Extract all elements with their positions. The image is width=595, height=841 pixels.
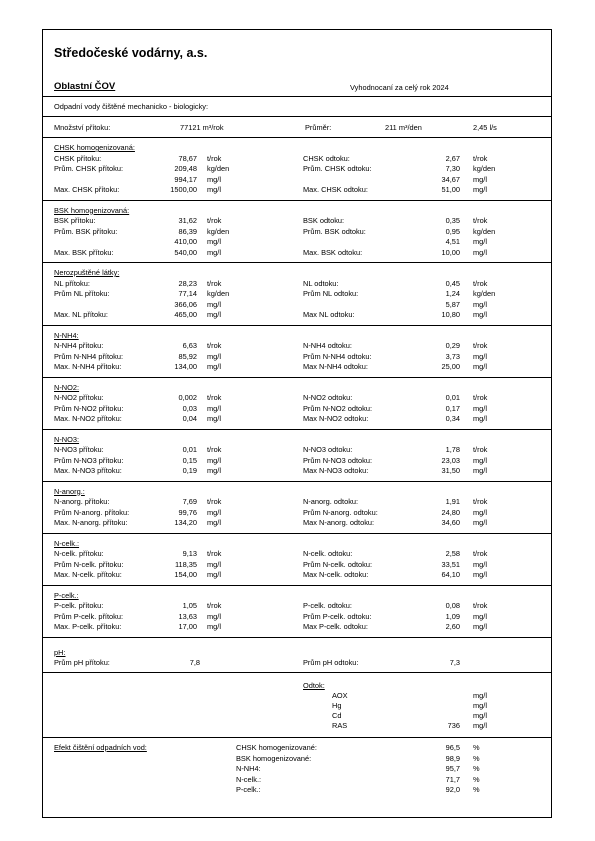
inflow-unit: mg/l — [207, 247, 221, 257]
efficiency-title: Efekt čištění odpadních vod: — [54, 743, 147, 752]
outflow-label: Prům NL odtoku: — [303, 289, 359, 298]
divider — [42, 137, 552, 138]
outflow-unit: mg/l — [473, 351, 487, 361]
outflow-value: 34,60 — [441, 518, 460, 527]
inflow-label: Max. N-celk. přítoku: — [54, 570, 122, 579]
outflow-label: BSK odtoku: — [303, 216, 345, 225]
outflow-label: Prům. BSK odtoku: — [303, 226, 366, 236]
outflow-value: 34,67 — [441, 174, 460, 184]
discharge-label: Cd — [332, 711, 342, 720]
efficiency-value: 95,7 — [445, 764, 460, 773]
inflow-value: 85,92 — [178, 351, 197, 361]
efficiency-value: 98,9 — [445, 753, 460, 763]
outflow-label: N-anorg. odtoku: — [303, 497, 359, 506]
efficiency-unit: % — [473, 743, 480, 752]
outflow-value: 0,95 — [445, 226, 460, 236]
outflow-unit: mg/l — [473, 174, 487, 184]
efficiency-unit: % — [473, 764, 480, 773]
divider — [42, 737, 552, 738]
discharge-value: 736 — [447, 721, 460, 730]
divider — [42, 200, 552, 201]
section-title: N-NO2: — [54, 382, 80, 392]
inflow-label: N-anorg. přítoku: — [54, 497, 110, 506]
outflow-unit: kg/den — [473, 289, 496, 298]
efficiency-label: CHSK homogenizované: — [236, 743, 317, 752]
inflow-unit: kg/den — [207, 226, 230, 236]
inflow-label: Prům N-NH4 přítoku: — [54, 351, 123, 361]
outflow-value: 25,00 — [441, 362, 460, 371]
inflow-value: 0,04 — [182, 414, 197, 423]
inflow-unit: kg/den — [207, 289, 230, 298]
outflow-unit: mg/l — [473, 455, 487, 465]
outflow-value: 1,09 — [445, 611, 460, 621]
inflow-value: 0,19 — [182, 466, 197, 475]
divider — [42, 672, 552, 673]
divider — [42, 262, 552, 263]
divider — [42, 585, 552, 586]
section-title: N-celk.: — [54, 538, 80, 548]
outflow-value: 2,58 — [445, 549, 460, 558]
inflow-label: N-NO3 přítoku: — [54, 445, 104, 454]
divider — [42, 533, 552, 534]
inflow-value: 154,00 — [174, 570, 197, 579]
inflow-value: 7,69 — [182, 497, 197, 506]
inflow-unit: mg/l — [207, 403, 221, 413]
divider — [42, 377, 552, 378]
outflow-value: 0,34 — [445, 414, 460, 423]
avg-value: 211 m³/den — [385, 123, 422, 132]
inflow-unit: t/rok — [207, 153, 222, 163]
inflow-value: 1,05 — [182, 601, 197, 610]
outflow-label: Prům N-NH4 odtoku: — [303, 351, 372, 361]
section-title: P-celk.: — [54, 590, 79, 600]
outflow-value: 5,87 — [445, 299, 460, 309]
inflow-value: 134,00 — [174, 362, 197, 371]
inflow-value: 994,17 — [174, 174, 197, 184]
inflow-unit: mg/l — [207, 237, 221, 246]
inflow-label: N-NO2 přítoku: — [54, 393, 104, 402]
inflow-label: Prům N-anorg. přítoku: — [54, 507, 130, 517]
outflow-label: CHSK odtoku: — [303, 153, 350, 163]
outflow-label: N-NO2 odtoku: — [303, 393, 353, 402]
inflow-unit: mg/l — [207, 351, 221, 361]
inflow-value: 78,67 — [178, 153, 197, 163]
divider — [42, 637, 552, 638]
outflow-value: 2,60 — [445, 622, 460, 631]
inflow-value: 209,48 — [174, 164, 197, 173]
outflow-label: Max N-NO3 odtoku: — [303, 466, 369, 475]
section-title: N-NO3: — [54, 434, 80, 444]
inflow-value: 17,00 — [178, 622, 197, 631]
outflow-label: N-NO3 odtoku: — [303, 445, 353, 454]
inflow-value: 1500,00 — [170, 185, 197, 194]
discharge-label: RAS — [332, 721, 348, 730]
efficiency-label: N-celk.: — [236, 774, 262, 784]
efficiency-value: 96,5 — [445, 743, 460, 752]
outflow-unit: mg/l — [473, 559, 487, 569]
inflow-unit: mg/l — [207, 299, 221, 309]
inflow-unit: mg/l — [207, 414, 221, 423]
outflow-value: 0,29 — [445, 341, 460, 350]
inflow-value: 86,39 — [178, 226, 197, 236]
inflow-label: Prům. BSK přítoku: — [54, 226, 118, 236]
outflow-value: 0,08 — [445, 601, 460, 610]
outflow-unit: mg/l — [473, 185, 487, 194]
outflow-value: 31,50 — [441, 466, 460, 475]
outflow-label: Max N-NO2 odtoku: — [303, 414, 369, 423]
efficiency-unit: % — [473, 753, 480, 763]
efficiency-unit: % — [473, 785, 480, 794]
inflow-label: Max. NL přítoku: — [54, 310, 108, 319]
inflow-label: CHSK přítoku: — [54, 153, 102, 163]
outflow-unit: t/rok — [473, 216, 488, 225]
outflow-unit: kg/den — [473, 164, 496, 173]
outflow-unit: t/rok — [473, 497, 488, 506]
section-title: CHSK homogenizovaná: — [54, 143, 135, 152]
outflow-label: Max N-anorg. odtoku: — [303, 518, 375, 527]
outflow-value: 2,67 — [445, 153, 460, 163]
outflow-value: 10,80 — [441, 310, 460, 319]
outflow-unit: t/rok — [473, 445, 488, 454]
efficiency-value: 92,0 — [445, 785, 460, 794]
ph-in-value: 7,8 — [189, 658, 200, 667]
inflow-value: 31,62 — [178, 216, 197, 225]
inflow-value: 77,14 — [178, 289, 197, 298]
inflow-value: 134,20 — [174, 518, 197, 527]
inflow-unit: t/rok — [207, 497, 222, 506]
outflow-label: N-celk. odtoku: — [303, 549, 353, 558]
divider — [42, 96, 552, 97]
outflow-unit: t/rok — [473, 341, 488, 350]
inflow-label: N-celk. přítoku: — [54, 549, 104, 558]
outflow-value: 4,51 — [445, 237, 460, 246]
ph-title: pH: — [54, 648, 66, 657]
outflow-unit: mg/l — [473, 570, 487, 579]
inflow-unit: mg/l — [207, 559, 221, 569]
inflow-unit: t/rok — [207, 278, 222, 288]
efficiency-label: N-NH4: — [236, 764, 261, 773]
outflow-unit: mg/l — [473, 414, 487, 423]
efficiency-unit: % — [473, 774, 480, 784]
outflow-value: 7,30 — [445, 164, 460, 173]
outflow-label: Max. CHSK odtoku: — [303, 185, 368, 194]
inflow-value: 99,76 — [178, 507, 197, 517]
inflow-unit: mg/l — [207, 310, 221, 319]
inflow-value: 28,23 — [178, 278, 197, 288]
inflow-unit: t/rok — [207, 601, 222, 610]
avg-unit: m³/den — [398, 123, 422, 132]
evaluation-period: Vyhodnocaní za celý rok 2024 — [350, 83, 449, 92]
inflow-value: 0,15 — [182, 455, 197, 465]
inflow-unit: t/rok — [207, 341, 222, 350]
efficiency-label: P-celk.: — [236, 785, 261, 794]
outflow-unit: mg/l — [473, 403, 487, 413]
inflow-unit: mg/l — [207, 185, 221, 194]
inflow-value: 6,63 — [182, 341, 197, 350]
inflow-value: 13,63 — [178, 611, 197, 621]
outflow-unit: mg/l — [473, 247, 487, 257]
inflow-unit: mg/l — [207, 611, 221, 621]
section-title: N-NH4: — [54, 330, 79, 340]
avg-label: Průměr: — [305, 123, 332, 132]
company-name: Středočeské vodárny, a.s. — [54, 46, 208, 60]
outflow-label: NL odtoku: — [303, 278, 339, 288]
outflow-value: 3,73 — [445, 351, 460, 361]
section-title: N-anorg.: — [54, 486, 85, 496]
inflow-unit: mg/l — [207, 466, 221, 475]
outflow-label: Max P-celk. odtoku: — [303, 622, 368, 631]
outflow-value: 0,01 — [445, 393, 460, 402]
inflow-value: 0,01 — [182, 445, 197, 454]
divider — [42, 429, 552, 430]
outflow-unit: t/rok — [473, 393, 488, 402]
inflow-unit: mg/l — [207, 174, 221, 184]
section-title: Nerozpuštěné látky: — [54, 268, 120, 277]
discharge-unit: mg/l — [473, 691, 487, 700]
inflow-value: 9,13 — [182, 549, 197, 558]
inflow-unit: t/rok — [207, 216, 222, 225]
inflow-unit: mg/l — [207, 507, 221, 517]
inflow-label: Prům. CHSK přítoku: — [54, 164, 123, 173]
outflow-value: 0,17 — [445, 403, 460, 413]
efficiency-label: BSK homogenizované: — [236, 753, 312, 763]
divider — [42, 481, 552, 482]
inflow-unit: t/rok — [207, 549, 222, 558]
inflow-unit: mg/l — [207, 622, 221, 631]
inflow-unit: t/rok — [207, 393, 222, 402]
flow-unit: m³/rok — [202, 123, 224, 132]
inflow-value: 366,06 — [174, 299, 197, 309]
outflow-value: 1,78 — [445, 445, 460, 454]
outflow-unit: mg/l — [473, 362, 487, 371]
avg-ls: 2,45 l/s — [473, 123, 497, 132]
outflow-label: Prům. CHSK odtoku: — [303, 164, 372, 173]
inflow-value: 465,00 — [174, 310, 197, 319]
outflow-label: Max N-NH4 odtoku: — [303, 362, 368, 371]
outflow-label: Max. BSK odtoku: — [303, 247, 363, 257]
outflow-label: Prům N-anorg. odtoku: — [303, 507, 378, 517]
section-title: BSK homogenizovaná: — [54, 205, 130, 215]
outflow-unit: mg/l — [473, 310, 487, 319]
outflow-label: Max N-celk. odtoku: — [303, 570, 369, 579]
inflow-label: Prům N-NO2 přítoku: — [54, 403, 124, 413]
outflow-unit: t/rok — [473, 549, 488, 558]
outflow-value: 1,91 — [445, 497, 460, 506]
outflow-value: 51,00 — [441, 185, 460, 194]
discharge-title: Odtok: — [303, 681, 325, 690]
outflow-label: Prům N-NO2 odtoku: — [303, 403, 373, 413]
outflow-value: 33,51 — [441, 559, 460, 569]
inflow-label: Max. N-anorg. přítoku: — [54, 518, 128, 527]
outflow-value: 10,00 — [441, 247, 460, 257]
inflow-label: BSK přítoku: — [54, 216, 96, 225]
efficiency-value: 71,7 — [445, 774, 460, 784]
outflow-unit: t/rok — [473, 601, 488, 610]
inflow-unit: mg/l — [207, 362, 221, 371]
inflow-value: 118,35 — [174, 559, 197, 569]
outflow-unit: t/rok — [473, 278, 488, 288]
ph-in-label: Prům pH přítoku: — [54, 658, 110, 667]
inflow-label: Prům NL přítoku: — [54, 289, 110, 298]
discharge-unit: mg/l — [473, 711, 487, 720]
inflow-label: Max. BSK přítoku: — [54, 247, 114, 257]
inflow-value: 540,00 — [174, 247, 197, 257]
inflow-unit: mg/l — [207, 518, 221, 527]
department-name: Oblastní ČOV — [54, 81, 116, 92]
avg-ls-unit: l/s — [489, 123, 497, 132]
inflow-value: 0,03 — [182, 403, 197, 413]
inflow-label: Prům N-NO3 přítoku: — [54, 455, 124, 465]
inflow-label: Max. P-celk. přítoku: — [54, 622, 122, 631]
inflow-label: N-NH4 přítoku: — [54, 341, 104, 350]
inflow-value: 410,00 — [174, 237, 197, 246]
outflow-unit: mg/l — [473, 237, 487, 246]
inflow-label: Max. N-NO3 přítoku: — [54, 466, 122, 475]
outflow-value: 64,10 — [441, 570, 460, 579]
outflow-unit: t/rok — [473, 153, 488, 163]
outflow-value: 0,35 — [445, 216, 460, 225]
ph-out-label: Prům pH odtoku: — [303, 658, 359, 667]
outflow-unit: kg/den — [473, 226, 496, 236]
outflow-unit: mg/l — [473, 466, 487, 475]
outflow-label: N-NH4 odtoku: — [303, 341, 352, 350]
inflow-label: Prům P-celk. přítoku: — [54, 611, 123, 621]
inflow-value: 0,002 — [178, 393, 197, 402]
inflow-label: Max. CHSK přítoku: — [54, 185, 120, 194]
report-subtitle: Odpadní vody čištěné mechanicko - biologicky: — [54, 102, 209, 111]
outflow-label: Prům P-celk. odtoku: — [303, 611, 372, 621]
outflow-value: 23,03 — [441, 455, 460, 465]
outflow-label: Prům N-celk. odtoku: — [303, 559, 373, 569]
inflow-label: Max. N-NH4 přítoku: — [54, 362, 122, 371]
outflow-unit: mg/l — [473, 622, 487, 631]
outflow-label: Prům N-NO3 odtoku: — [303, 455, 373, 465]
divider — [42, 325, 552, 326]
discharge-label: AOX — [332, 691, 348, 700]
inflow-unit: kg/den — [207, 164, 230, 173]
divider — [42, 116, 552, 117]
inflow-label: Prům N-celk. přítoku: — [54, 559, 124, 569]
discharge-unit: mg/l — [473, 701, 487, 710]
inflow-label: NL přítoku: — [54, 278, 90, 288]
outflow-value: 0,45 — [445, 278, 460, 288]
flow-label: Množství přítoku: — [54, 123, 111, 132]
inflow-label: Max. N-NO2 přítoku: — [54, 414, 122, 423]
discharge-unit: mg/l — [473, 721, 487, 730]
outflow-unit: mg/l — [473, 518, 487, 527]
discharge-label: Hg — [332, 701, 342, 710]
outflow-unit: mg/l — [473, 299, 487, 309]
outflow-value: 24,80 — [441, 507, 460, 517]
inflow-label: P-celk. přítoku: — [54, 601, 104, 610]
inflow-unit: mg/l — [207, 570, 221, 579]
outflow-value: 1,24 — [445, 289, 460, 298]
outflow-label: P-celk. odtoku: — [303, 601, 352, 610]
inflow-unit: t/rok — [207, 445, 222, 454]
flow-value: 77121 m³/rok — [180, 123, 224, 132]
outflow-label: Max NL odtoku: — [303, 310, 355, 319]
outflow-unit: mg/l — [473, 611, 487, 621]
inflow-unit: mg/l — [207, 455, 221, 465]
outflow-unit: mg/l — [473, 507, 487, 517]
ph-out-value: 7,3 — [449, 658, 460, 667]
